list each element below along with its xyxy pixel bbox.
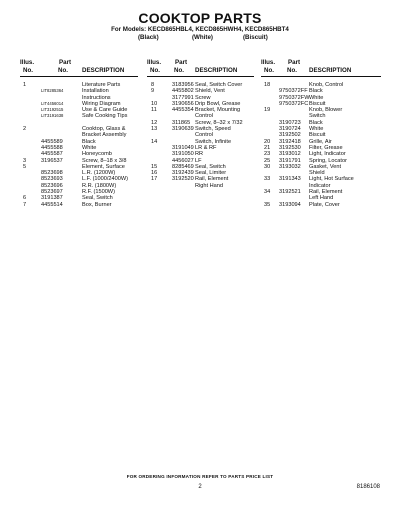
part-number: LIT4456014 <box>41 100 64 106</box>
part-number: 3190639 <box>172 126 194 133</box>
document-number: 8186108 <box>356 484 380 490</box>
part-description: Box, Burner <box>82 201 112 208</box>
header-illus-no: No. <box>150 67 160 74</box>
illus-number: 3 <box>23 157 27 164</box>
header-part: Part <box>175 59 188 66</box>
illus-number: 35 <box>264 201 271 208</box>
part-description: Shield, Vent <box>195 88 225 95</box>
part-number: 3190656 <box>172 100 194 107</box>
illus-number: 5 <box>23 163 27 170</box>
header-illus-no: No. <box>264 67 274 74</box>
header-rule <box>147 76 254 77</box>
part-number: 3192439 <box>172 170 194 177</box>
illus-number: 16 <box>151 170 158 177</box>
part-description: Use & Care Guide <box>82 107 128 114</box>
part-number: 3191791 <box>279 157 301 164</box>
ordering-note: FOR ORDERING INFORMATION REFER TO PARTS PRICE LIST <box>126 474 274 479</box>
part-number: 311865 <box>172 119 191 126</box>
part-description: Spring, Locator <box>309 157 347 164</box>
part-number: 4455587 <box>41 151 63 158</box>
part-description: Cooktop, Glass & <box>82 126 126 133</box>
illus-number: 11 <box>151 107 157 114</box>
part-number: 3192502 <box>279 132 301 139</box>
part-description: RR <box>195 151 204 158</box>
part-description: Screw <box>195 94 211 101</box>
part-description: Honeycomb <box>82 151 112 158</box>
part-number: 4455588 <box>41 144 63 151</box>
illus-number: 19 <box>264 107 271 114</box>
part-number: 3190723 <box>279 119 301 126</box>
illus-number: 30 <box>264 163 271 170</box>
part-description: L.F. (1000/2400W) <box>82 176 129 183</box>
part-number: 8523697 <box>41 189 63 196</box>
illus-number: 7 <box>23 201 27 208</box>
illus-number: 21 <box>264 144 271 151</box>
illus-number: 18 <box>264 82 271 88</box>
header-description: DESCRIPTION <box>82 67 125 74</box>
header-rule <box>261 76 381 77</box>
part-description: Rail, Element <box>309 189 343 196</box>
color-label-black: (Black) <box>138 34 159 41</box>
part-number: 3191343 <box>279 176 301 183</box>
color-label-biscuit: (Biscuit) <box>243 34 268 41</box>
part-number: 3193012 <box>279 151 301 158</box>
page-number: 2 <box>198 484 202 490</box>
part-description: Gasket, Vent <box>309 163 342 170</box>
column-header <box>261 56 381 76</box>
part-number: 3192530 <box>279 144 301 151</box>
illus-number: 12 <box>151 119 158 126</box>
part-number: 9750372FF <box>279 88 308 95</box>
part-description: Seal, Switch <box>82 195 113 202</box>
models-line: For Models: KECD865HBL4, KECD865HWH4, KECD865HBT4 <box>111 26 289 33</box>
parts-column-3 <box>261 56 381 208</box>
part-description: Grille, Air <box>309 138 332 145</box>
part-description: Bracket Assembly <box>82 132 127 139</box>
part-description: Instructions <box>82 94 111 101</box>
part-description: Black <box>309 119 323 126</box>
part-number: 8285469 <box>172 163 194 170</box>
part-description: Seal, Switch <box>195 163 226 170</box>
header-part: Part <box>288 59 301 66</box>
illus-number: 33 <box>264 176 271 183</box>
illus-number: 34 <box>264 189 271 196</box>
part-description: Light, Indicator <box>309 151 346 158</box>
part-description: Safe Cooking Tips <box>82 113 128 120</box>
header-part-no: No. <box>58 67 68 74</box>
header-illus: Illus. <box>147 59 162 66</box>
part-description: White <box>309 94 324 101</box>
header-rule <box>20 76 138 77</box>
part-number: 3177991 <box>172 94 194 101</box>
part-description: LF <box>195 157 202 164</box>
illus-number: 14 <box>151 138 158 145</box>
part-description: Seal, Switch Cover <box>195 82 243 88</box>
part-description: Drip Bowl, Grease <box>195 100 241 107</box>
part-number: 9750372FW <box>279 94 310 101</box>
part-number: 3191387 <box>41 195 63 202</box>
illus-number: 8 <box>151 82 155 88</box>
part-number: 8523698 <box>41 170 63 177</box>
part-description: Switch <box>309 113 326 120</box>
part-number: 3192520 <box>172 176 194 183</box>
part-description: Wiring Diagram <box>82 100 121 107</box>
illus-number: 15 <box>151 163 158 170</box>
illus-number: 1 <box>23 82 27 88</box>
header-part: Part <box>59 59 72 66</box>
part-description: Biscuit <box>309 100 326 107</box>
column-header <box>20 56 138 76</box>
part-description: Seal, Limiter <box>195 170 227 177</box>
part-number: LIT3192515 <box>41 107 64 113</box>
part-number: LIT8285364 <box>41 88 64 94</box>
part-number: 4456027 <box>172 157 194 164</box>
part-number: LIT3191638 <box>41 113 64 119</box>
header-illus: Illus. <box>261 59 276 66</box>
parts-column-2 <box>147 56 254 189</box>
part-number: 4455589 <box>41 138 63 145</box>
parts-column-1 <box>20 56 138 208</box>
illus-number: 20 <box>264 138 271 145</box>
part-description: L.R. (1200W) <box>82 170 116 177</box>
part-description: Black <box>309 88 323 95</box>
part-description: R.F. (1500W) <box>82 189 115 196</box>
part-description: Black <box>82 138 96 145</box>
part-description: Knob, Blower <box>309 107 343 114</box>
part-number: 3196537 <box>41 157 63 164</box>
header-part-no: No. <box>287 67 297 74</box>
part-description: LR & RF <box>195 144 217 151</box>
part-number: 3193032 <box>279 163 301 170</box>
part-number: 4455354 <box>172 107 194 114</box>
illus-number: 23 <box>264 151 271 158</box>
illus-number: 17 <box>151 176 158 183</box>
part-description: Control <box>195 113 214 120</box>
part-number: 4455514 <box>41 201 63 208</box>
color-label-white: (White) <box>192 34 213 41</box>
part-number: 3190724 <box>279 126 301 133</box>
header-description: DESCRIPTION <box>195 67 238 74</box>
part-description: White <box>309 126 324 133</box>
illus-number: 6 <box>23 195 27 202</box>
part-description: R.R. (1800W) <box>82 182 117 189</box>
header-part-no: No. <box>174 67 184 74</box>
part-number: 4455802 <box>172 88 194 95</box>
part-description: Screw, 8–18 x 3/8 <box>82 157 127 164</box>
part-description: Indicator <box>309 182 331 189</box>
part-number: 8523696 <box>41 182 63 189</box>
illus-number: 13 <box>151 126 158 133</box>
part-description: Control <box>195 132 214 139</box>
part-number: 3191050 <box>172 151 194 158</box>
illus-number: 25 <box>264 157 271 164</box>
part-description: Installation <box>82 88 109 95</box>
illus-number: 10 <box>151 100 158 107</box>
header-description: DESCRIPTION <box>309 67 352 74</box>
part-number: 9750372FC <box>279 100 309 107</box>
part-number: 8523693 <box>41 176 63 183</box>
part-number: 3193094 <box>279 201 301 208</box>
part-description: Left Hand <box>309 195 334 202</box>
part-description: Rail, Element <box>195 176 229 183</box>
part-number: 3192418 <box>279 138 301 145</box>
header-illus-no: No. <box>23 67 33 74</box>
illus-number: 2 <box>23 126 27 133</box>
part-description: Bracket, Mounting <box>195 107 241 114</box>
part-description: Switch, Speed <box>195 126 231 133</box>
part-description: White <box>82 144 97 151</box>
part-description: Biscuit <box>309 132 326 139</box>
part-description: Screw, 8–32 x 7/32 <box>195 119 243 126</box>
part-description: Switch, Infinite <box>195 138 232 145</box>
part-description: Filter, Grease <box>309 144 343 151</box>
part-description: Element, Surface <box>82 163 125 170</box>
part-description: Knob, Control <box>309 82 344 88</box>
part-number: 3191049 <box>172 144 194 151</box>
page-title: COOKTOP PARTS <box>138 10 262 26</box>
part-number: 3183956 <box>172 82 194 88</box>
part-description: Right Hand <box>195 182 223 189</box>
part-description: Literature Parts <box>82 82 121 88</box>
illus-number: 9 <box>151 88 155 95</box>
part-number: 3192521 <box>279 189 301 196</box>
header-illus: Illus. <box>20 59 35 66</box>
part-description: Plate, Cover <box>309 201 340 208</box>
part-description: Shield <box>309 170 325 177</box>
part-description: Light, Hot Surface <box>309 176 354 183</box>
column-header <box>147 56 254 76</box>
